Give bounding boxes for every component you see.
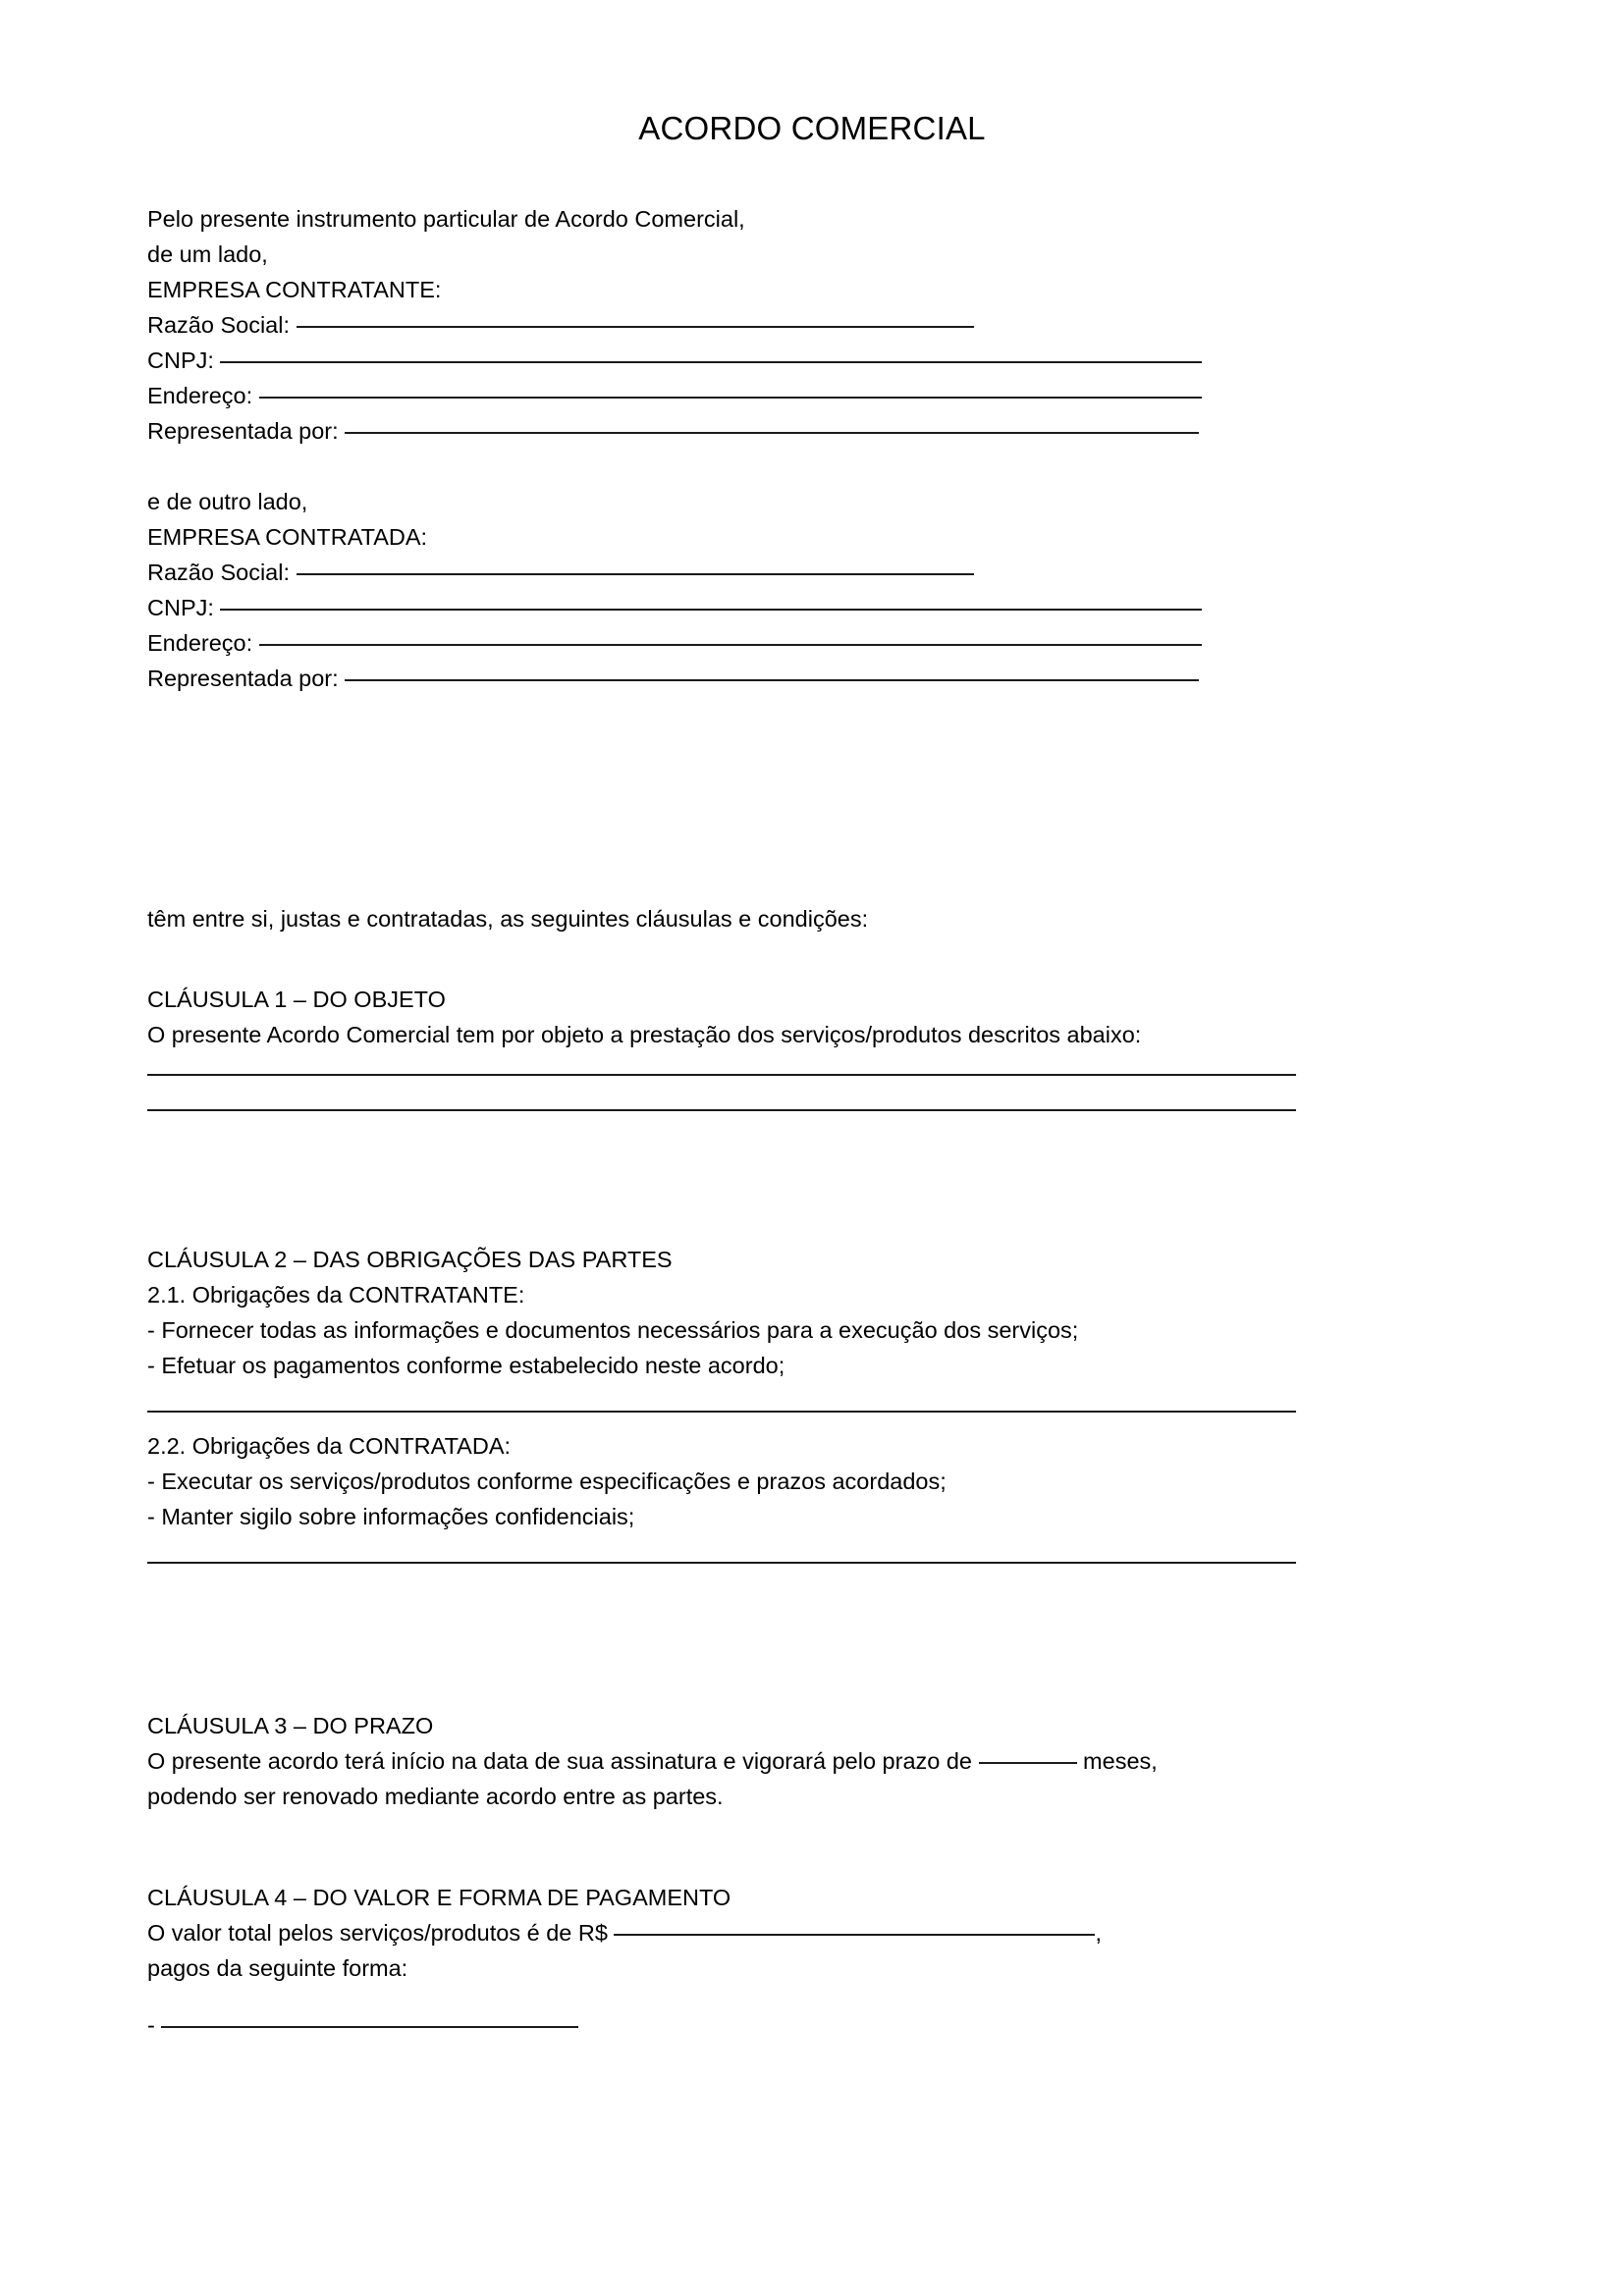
clause-4-payment-item-dash: -	[147, 2012, 162, 2038]
clause-2-sub-b-item-2: - Manter sigilo sobre informações confidenciais;	[147, 1504, 635, 1529]
parties-section	[147, 201, 1443, 696]
clause-1-blank-line-2[interactable]	[147, 1109, 1296, 1111]
preamble-close-section	[147, 901, 1443, 936]
clause-3-section	[147, 1708, 1443, 1814]
parties-spacer	[147, 449, 1443, 484]
contratante-razao-social-input[interactable]	[297, 326, 974, 328]
clause-2-heading: CLÁUSULA 2 – DAS OBRIGAÇÕES DAS PARTES	[147, 1247, 673, 1272]
clause-1-gap	[147, 1052, 1443, 1074]
clause-2-sub-b-item-1: - Executar os serviços/produtos conforme especificações e prazos acordados;	[147, 1468, 947, 1494]
contratante-heading: EMPRESA CONTRATANTE:	[147, 277, 442, 302]
contratada-representante-input[interactable]	[345, 679, 1199, 681]
clause-3-text-before: O presente acordo terá início na data de sua assinatura e vigorará pelo prazo de	[147, 1748, 979, 1774]
clause-2-gap-b	[147, 1534, 1443, 1562]
clause-1-intro: O presente Acordo Comercial tem por objeto a prestação dos serviços/produtos descritos abaixo:	[147, 1022, 1142, 1047]
contratada-cnpj-row[interactable]	[147, 590, 1443, 625]
page-title: ACORDO COMERCIAL	[638, 110, 986, 146]
contratada-endereco-row[interactable]	[147, 625, 1443, 661]
preamble-close: têm entre si, justas e contratadas, as seguintes cláusulas e condições:	[147, 906, 869, 932]
contratante-razao-social-label: Razão Social:	[147, 312, 297, 338]
clause-4-value-line	[147, 1915, 1443, 1950]
intro-first-party-lead: de um lado,	[147, 241, 268, 267]
contratada-cnpj-input[interactable]	[220, 609, 1202, 611]
intro-opening: Pelo presente instrumento particular de Acordo Comercial,	[147, 206, 745, 232]
clause-1-heading: CLÁUSULA 1 – DO OBJETO	[147, 987, 446, 1012]
clause-2-blank-line-b[interactable]	[147, 1562, 1296, 1564]
clause-3-term-line	[147, 1743, 1443, 1779]
clause-3-months-input[interactable]	[979, 1762, 1077, 1764]
clause-4-value-text-after: ,	[1095, 1920, 1102, 1946]
contratante-endereco-row[interactable]	[147, 378, 1443, 413]
clause-2-gap-a2	[147, 1413, 1443, 1428]
clause-4-payment-item-line	[147, 2007, 1443, 2043]
contratante-representante-input[interactable]	[345, 432, 1199, 434]
contratante-cnpj-input[interactable]	[220, 361, 1202, 363]
contratada-razao-social-label: Razão Social:	[147, 560, 297, 585]
clause-2-section	[147, 1242, 1443, 1564]
clause-4-payment-intro: pagos da seguinte forma:	[147, 1955, 408, 1981]
contratada-heading: EMPRESA CONTRATADA:	[147, 524, 428, 550]
clause-4-value-text-before: O valor total pelos serviços/produtos é de R$	[147, 1920, 615, 1946]
contratada-endereco-input[interactable]	[259, 644, 1202, 646]
clause-2-gap-a	[147, 1383, 1443, 1411]
contratada-razao-social-input[interactable]	[297, 573, 974, 575]
contratante-razao-social-row[interactable]	[147, 307, 1443, 343]
clause-1-section	[147, 982, 1443, 1111]
intro-second-party-lead: e de outro lado,	[147, 489, 308, 514]
contratada-representante-label: Representada por:	[147, 666, 346, 691]
clause-4-payment-item-input[interactable]	[161, 2026, 578, 2028]
contratante-representante-label: Representada por:	[147, 418, 346, 444]
contratante-representante-row[interactable]	[147, 413, 1443, 449]
clause-2-sub-a-heading: 2.1. Obrigações da CONTRATANTE:	[147, 1282, 525, 1308]
contratante-cnpj-label: CNPJ:	[147, 347, 221, 373]
clause-2-sub-a-item-2: - Efetuar os pagamentos conforme estabelecido neste acordo;	[147, 1353, 785, 1378]
contratada-endereco-label: Endereço:	[147, 630, 259, 656]
contratada-razao-social-row[interactable]	[147, 555, 1443, 590]
contratada-representante-row[interactable]	[147, 661, 1443, 696]
contratante-endereco-label: Endereço:	[147, 383, 259, 408]
clause-4-heading: CLÁUSULA 4 – DO VALOR E FORMA DE PAGAMENTO	[147, 1885, 731, 1910]
contratada-cnpj-label: CNPJ:	[147, 595, 221, 620]
clause-3-renewal-line: podendo ser renovado mediante acordo entre as partes.	[147, 1784, 724, 1809]
clause-4-section	[147, 1880, 1443, 2043]
clause-1-gap-2	[147, 1076, 1443, 1109]
clause-4-value-input[interactable]	[614, 1934, 1095, 1936]
contratante-endereco-input[interactable]	[259, 397, 1202, 399]
clause-3-heading: CLÁUSULA 3 – DO PRAZO	[147, 1713, 434, 1738]
clause-2-sub-a-item-1: - Fornecer todas as informações e documentos necessários para a execução dos serviços;	[147, 1317, 1079, 1343]
clause-3-text-after: meses,	[1076, 1748, 1158, 1774]
clause-4-gap	[147, 1986, 1443, 2007]
contratante-cnpj-row[interactable]	[147, 343, 1443, 378]
clause-2-sub-b-heading: 2.2. Obrigações da CONTRATADA:	[147, 1433, 512, 1459]
